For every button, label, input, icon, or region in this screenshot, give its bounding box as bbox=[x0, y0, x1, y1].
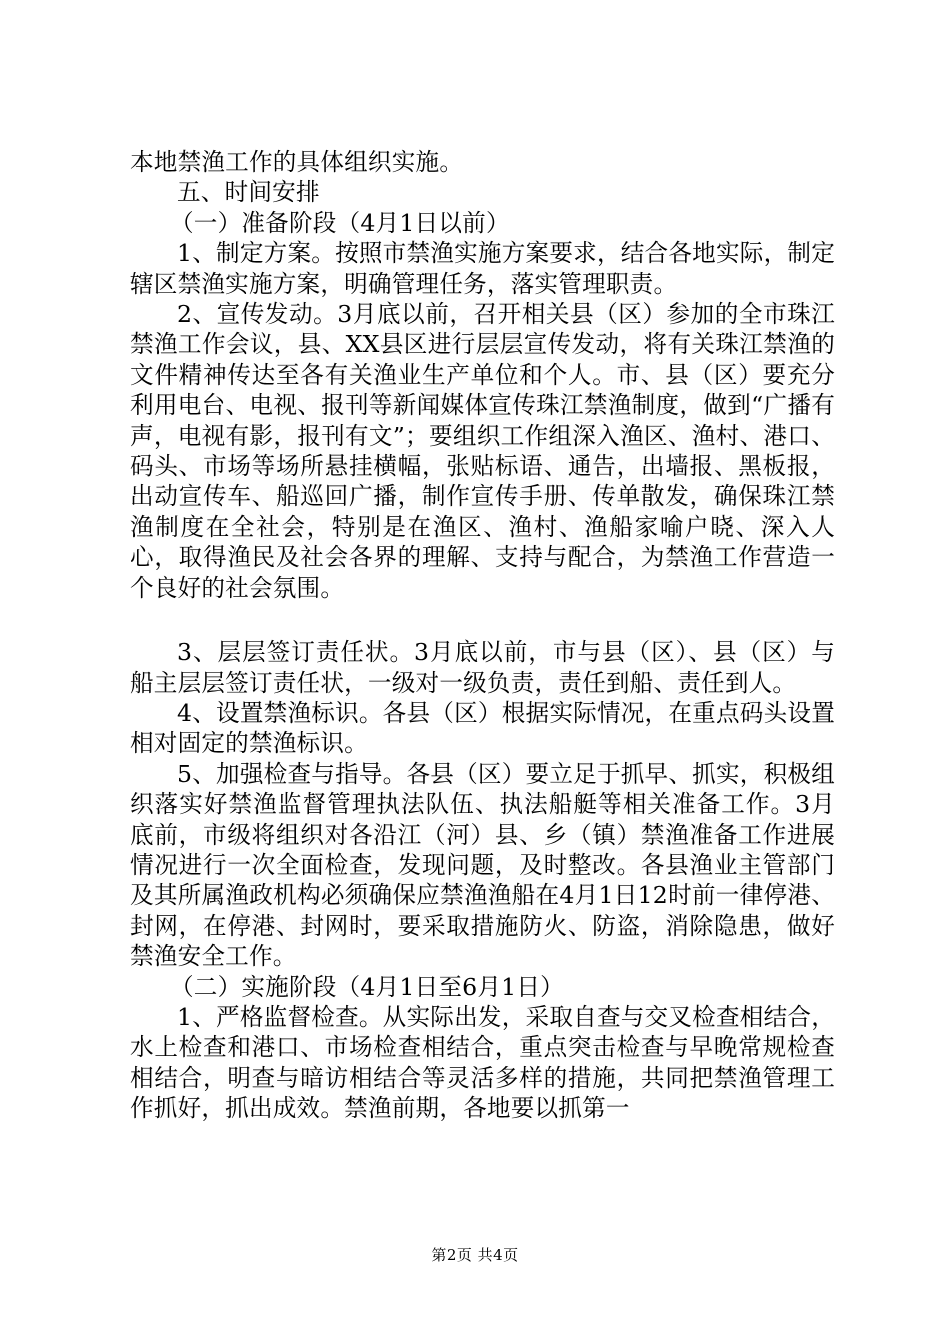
paragraph: 4、设置禁渔标识。各县（区）根据实际情况，在重点码头设置相对固定的禁渔标识。 bbox=[130, 698, 835, 758]
document-body bbox=[130, 147, 835, 1124]
section-heading: 五、时间安排 bbox=[177, 178, 320, 207]
paragraph: 1、制定方案。按照市禁渔实施方案要求，结合各地实际，制定辖区禁渔实施方案，明确管理任务，落实管理职责。 bbox=[130, 239, 835, 298]
subsection-heading: （一）准备阶段（4月1日以前） bbox=[170, 208, 510, 237]
paragraph-continuation: 本地禁渔工作的具体组织实施。 bbox=[130, 148, 464, 176]
paragraph: 1、严格监督检查。从实际出发，采取自查与交叉检查相结合，水上检查和港口、市场检查相结合，重点突击检查与早晚常规检查相结合，明查与暗访相结合等灵活多样的措施，共同把禁渔管理工作抓好，抓出成效。禁渔前期，各地要以抓第一 bbox=[130, 1002, 835, 1123]
paragraph: 5、加强检查与指导。各县（区）要立足于抓早、抓实，积极组织落实好禁渔监督管理执法队伍、执法船艇等相关准备工作。3月底前，市级将组织对各沿江（河）县、乡（镇）禁渔准备工作进展情况进行一次全面检查，发现问题，及时整改。各县渔业主管部门及其所属渔政机构必须确保应禁渔渔船在4月1日12时前一律停港、封网，在停港、封网时，要采取措施防火、防盗，消除隐患，做好禁渔安全工作。 bbox=[130, 759, 835, 971]
paragraph: 3、层层签订责任状。3月底以前，市与县（区）、县（区）与船主层层签订责任状，一级对一级负责，责任到船、责任到人。 bbox=[130, 638, 835, 697]
paragraph-gap bbox=[130, 603, 835, 637]
paragraph: 2、宣传发动。3月底以前，召开相关县（区）参加的全市珠江禁渔工作会议，县、XX县区进行层层宣传发动，将有关珠江禁渔的文件精神传达至各有关渔业生产单位和个人。市、县（区）要充分利用电台、电视、报刊等新闻媒体宣传珠江禁渔制度，做到“广播有声，电视有影，报刊有文”；要组织工作组深入渔区、渔村、港口、码头、市场等场所悬挂横幅，张贴标语、通告，出墙报、黑板报，出动宣传车、船巡回广播，制作宣传手册、传单散发，确保珠江禁渔制度在全社会，特别是在渔区、渔村、渔船家喻户晓、深入人心，取得渔民及社会各界的理解、支持与配合，为禁渔工作营造一个良好的社会氛围。 bbox=[130, 300, 835, 602]
page-footer: 第2页 共4页 bbox=[431, 1246, 519, 1264]
subsection-heading: （二）实施阶段（4月1日至6月1日） bbox=[170, 972, 564, 1001]
